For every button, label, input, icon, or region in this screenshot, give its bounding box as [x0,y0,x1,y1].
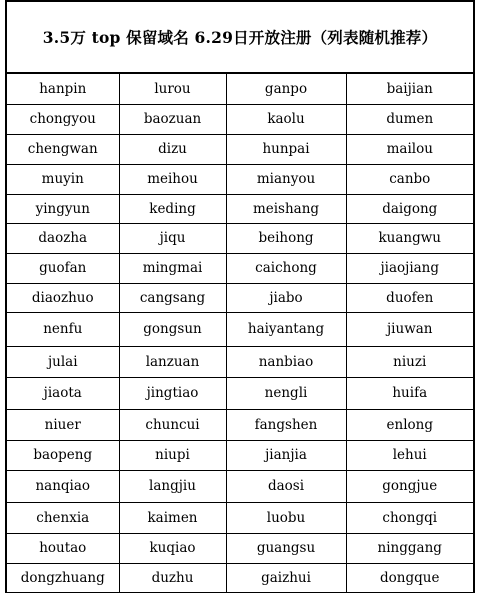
domain-cell: daosi [226,470,346,502]
domain-cell: julai [7,346,119,377]
domain-cell: chuncui [119,409,226,440]
domain-cell: lurou [119,74,226,104]
domain-cell: baopeng [7,440,119,470]
domain-cell: nenfu [7,312,119,346]
domain-cell: chengwan [7,134,119,164]
domain-cell: jiaota [7,377,119,409]
domain-cell: canbo [346,164,473,194]
domain-cell: guangsu [226,533,346,563]
table-row [7,563,473,592]
domain-cell: chenxia [7,502,119,533]
domain-cell: ganpo [226,74,346,104]
domain-cell: dizu [119,134,226,164]
domain-cell: jiuwan [346,312,473,346]
domain-cell: nanbiao [226,346,346,377]
domain-cell: gongsun [119,312,226,346]
domain-cell: keding [119,194,226,223]
domain-cell: cangsang [119,283,226,312]
domain-cell: beihong [226,223,346,253]
domain-cell: niupi [119,440,226,470]
table-row [7,74,473,104]
domain-cell: hanpin [7,74,119,104]
domain-cell: luobu [226,502,346,533]
table-row [7,104,473,134]
domain-cell: caichong [226,253,346,283]
table-row [7,502,473,533]
domain-cell: jiqu [119,223,226,253]
domain-cell: enlong [346,409,473,440]
domain-cell: niuzi [346,346,473,377]
domain-cell: meihou [119,164,226,194]
table-row [7,409,473,440]
domain-cell: chongyou [7,104,119,134]
domain-table [7,74,473,593]
domain-cell: lanzuan [119,346,226,377]
domain-cell: gongjue [346,470,473,502]
domain-cell: muyin [7,164,119,194]
table-row [7,312,473,346]
domain-cell: dongzhuang [7,563,119,592]
domain-cell: mailou [346,134,473,164]
domain-cell: jiabo [226,283,346,312]
domain-cell: chongqi [346,502,473,533]
domain-list-sheet [5,0,475,593]
domain-cell: hunpai [226,134,346,164]
table-row [7,134,473,164]
domain-cell: jianjia [226,440,346,470]
domain-cell: gaizhui [226,563,346,592]
domain-cell: niuer [7,409,119,440]
domain-cell: haiyantang [226,312,346,346]
domain-cell: dumen [346,104,473,134]
domain-cell: lehui [346,440,473,470]
table-row [7,533,473,563]
domain-cell: fangshen [226,409,346,440]
table-row [7,283,473,312]
domain-cell: duofen [346,283,473,312]
table-row [7,440,473,470]
table-row [7,194,473,223]
domain-cell: daozha [7,223,119,253]
domain-cell: kuangwu [346,223,473,253]
sheet-title: 3.5万 top 保留域名 6.29日开放注册（列表随机推荐） [7,2,473,74]
table-row [7,164,473,194]
table-row [7,470,473,502]
table-row [7,346,473,377]
domain-cell: jingtiao [119,377,226,409]
domain-cell: mingmai [119,253,226,283]
domain-cell: jiaojiang [346,253,473,283]
domain-cell: huifa [346,377,473,409]
domain-cell: kaolu [226,104,346,134]
domain-cell: baijian [346,74,473,104]
domain-cell: baozuan [119,104,226,134]
domain-cell: guofan [7,253,119,283]
domain-cell: kuqiao [119,533,226,563]
domain-cell: nengli [226,377,346,409]
table-row [7,377,473,409]
domain-cell: duzhu [119,563,226,592]
table-row [7,253,473,283]
domain-cell: kaimen [119,502,226,533]
domain-cell: dongque [346,563,473,592]
domain-cell: diaozhuo [7,283,119,312]
domain-cell: mianyou [226,164,346,194]
domain-cell: ninggang [346,533,473,563]
domain-cell: meishang [226,194,346,223]
domain-cell: daigong [346,194,473,223]
domain-cell: yingyun [7,194,119,223]
domain-cell: houtao [7,533,119,563]
domain-cell: nanqiao [7,470,119,502]
domain-cell: langjiu [119,470,226,502]
table-row [7,223,473,253]
